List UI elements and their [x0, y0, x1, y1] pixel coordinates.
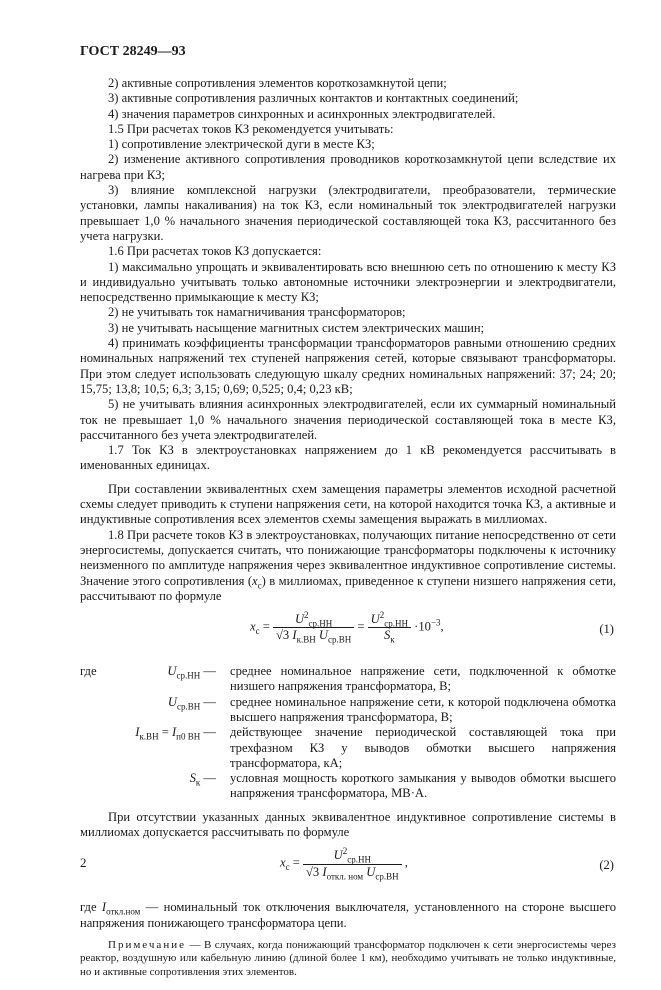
- formula-1: $x_c$ = $\frac{U^2_{ср.НН}}{√3 I_{к.ВН} U_{ср.ВН}}$ = $\frac{U^2_{ср.НН}}{S_к}$ $\cdot 10^{-3}$, (1): [250, 609, 614, 645]
- paragraph: 4) принимать коэффициенты трансформации трансформаторов равными отношению средних номинальных напряжений тех ступеней напряжения сетей, которые связывают трансформаторы. При этом следует использовать следующую шкалу средних номинальных напряжений: 37; 24; 20; 15,75; 13,8; 10,5; 6,3; 3,15; 0,69; 0,525; 0,4; 0,23 кВ;: [80, 336, 616, 396]
- formula-number: (1): [599, 622, 614, 637]
- paragraph: 2) активные сопротивления элементов короткозамкнутой цепи;: [108, 76, 447, 90]
- definition-item: $U_{ср.ВН}$ — среднее номинальное напряжение сети, к которой подключена обмотка высшего напряжения трансформатора, В;: [167, 694, 616, 724]
- formula-2: $x_c$ = $\frac{U^2_{ср.НН}}{√3 I_{откл. ном} U_{ср.ВН}}$ , (2): [280, 846, 614, 882]
- paragraph: 3) активные сопротивления различных контактов и контактных соединений;: [108, 91, 519, 106]
- section-1-7: 1.7 Ток КЗ в электроустановках напряжением до 1 кВ рекомендуется рассчитывать в именованных единицах.: [80, 443, 616, 473]
- note: Примечание — В случаях, когда понижающий трансформатор подключен к сети энергосистемы через реактор, воздушную или кабельную линию (длиной более 1 км), необходимо учитывать не только индуктивные, но и активные сопротивления этих элементов.: [80, 938, 616, 978]
- definition-item: где $U_{ср.НН}$ — среднее номинальное напряжение сети, подключенной к обмотке низшего напряжения трансформатора, В;: [80, 664, 616, 694]
- fraction: $\frac{U^2_{ср.НН}}{√3 I_{к.ВН} U_{ср.ВН}}$: [273, 612, 354, 644]
- paragraph: 4) значения параметров синхронных и асинхронных электродвигателей.: [108, 106, 496, 121]
- paragraph: 3) влияние комплексной нагрузки (электродвигатели, преобразователи, термические установки, лампы накаливания) на ток КЗ, если номинальный ток электродвигателей нагрузки превышает 1,0 % начального значения периодической составляющей тока КЗ, рассчитанного без учета нагрузки.: [80, 183, 616, 243]
- formula-number: (2): [599, 858, 614, 873]
- section-1-6: 1.6 При расчетах токов КЗ допускается:: [108, 244, 322, 259]
- paragraph: 2) не учитывать ток намагничивания трансформаторов;: [108, 305, 406, 320]
- definition-item: где $I_{откл.ном}$ — номинальный ток отключения выключателя, установленного на стороне высшего напряжения понижающего трансформатора цепи.: [80, 900, 617, 930]
- document-header: ГОСТ 28249—93: [80, 44, 186, 59]
- paragraph: 3) не учитывать насыщение магнитных систем электрических машин;: [108, 320, 485, 335]
- definition-item: $S_к$ — условная мощность короткого замыкания у выводов обмотки высшего напряжения трансформатора, МВ·А.: [189, 771, 616, 801]
- page-number: 2: [80, 855, 87, 870]
- section-1-8: 1.8 При расчете токов КЗ в электроустановках, получающих питание непосредственно от сети энергосистемы, допускается считать, что понижающие трансформаторы подключены к источнику неизменного по амплитуде напряжения через эквивалентное индуктивное сопротивление системы. Значение этого сопротивления $(x_c)$ в миллиомах, приведенное к ступени низшего напряжения сети, рассчитывают по формуле: [80, 527, 616, 603]
- paragraph: 1) сопротивление электрической дуги в месте КЗ;: [108, 137, 375, 152]
- paragraph: 5) не учитывать влияния асинхронных электродвигателей, если их суммарный номинальный ток не превышает 1,0 % начального значения периодической составляющей тока в месте КЗ, рассчитанного без учета электродвигателей.: [80, 397, 616, 442]
- fraction: $\frac{U^2_{ср.НН}}{√3 I_{откл. ном} U_{ср.ВН}}$: [303, 848, 402, 880]
- paragraph: 1) максимально упрощать и эквивалентировать всю внешнюю сеть по отношению к месту КЗ и индивидуально учитывать только автономные источники электроэнергии и электродвигатели, непосредственно примыкающие к месту КЗ;: [80, 259, 616, 305]
- paragraph: При составлении эквивалентных схем замещения параметры элементов исходной расчетной схемы следует приводить к ступени напряжения сети, на которой находится точка КЗ, а активные и индуктивные сопротивления всех элементов схемы замещения выражать в миллиомах.: [80, 481, 616, 527]
- section-1-5: 1.5 При расчетах токов КЗ рекомендуется учитывать:: [108, 121, 394, 136]
- definition-item: $I_{к.ВН} = I_{п0 ВН}$ — действующее значение периодической составляющей тока при трехфазном КЗ у выводов обмотки высшего напряжения трансформатора, кА;: [135, 725, 616, 770]
- paragraph: При отсутствии указанных данных эквивалентное индуктивное сопротивление системы в миллиомах допускается рассчитывать по формуле: [80, 809, 616, 840]
- body-text: [80, 76, 616, 990]
- fraction: $\frac{U^2_{ср.НН}}{S_к}$: [368, 612, 411, 644]
- paragraph: 2) изменение активного сопротивления проводников короткозамкнутой цепи вследствие их нагрева при КЗ;: [80, 152, 616, 182]
